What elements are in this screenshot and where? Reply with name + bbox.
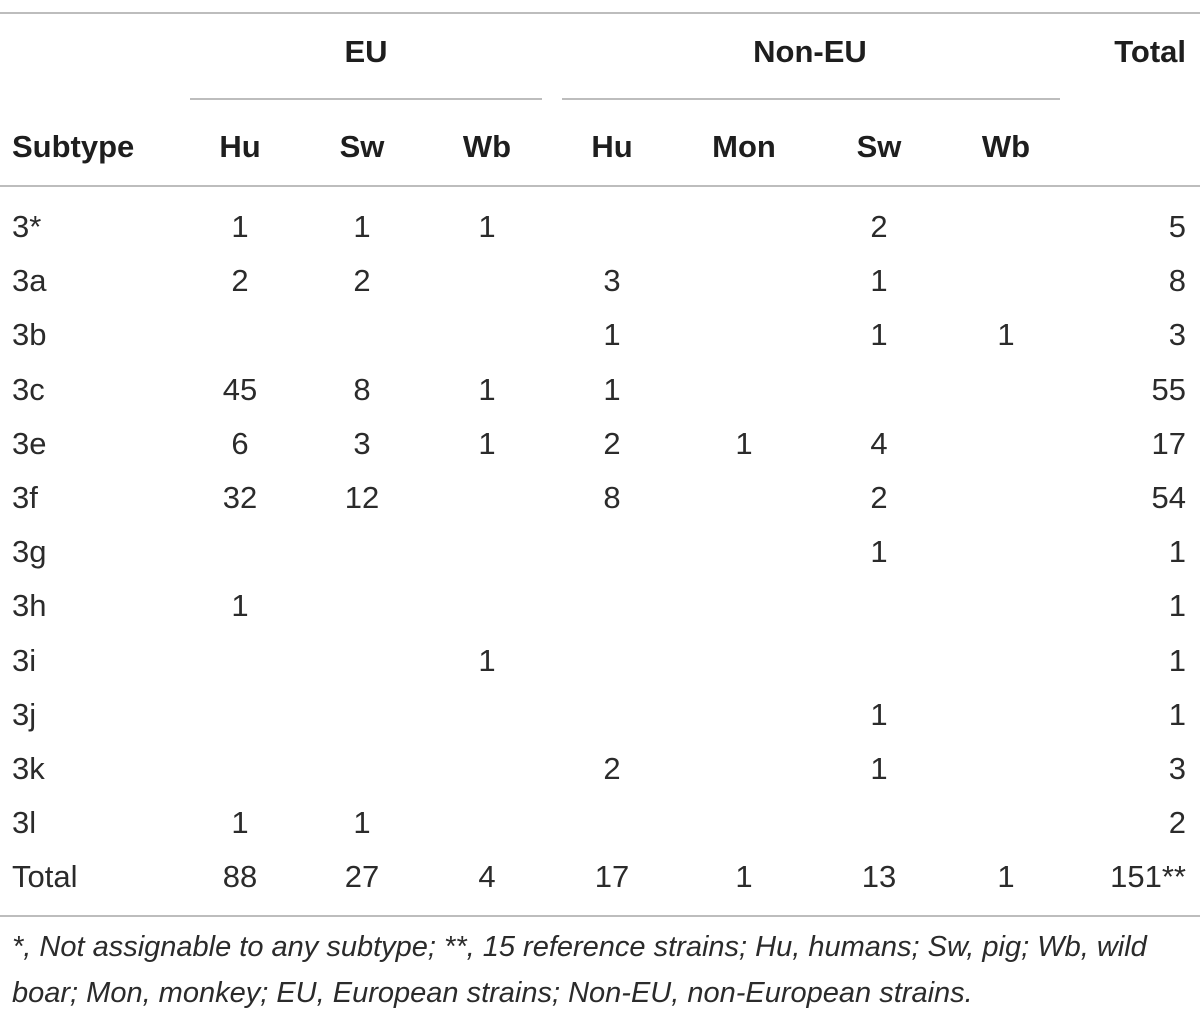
count-cell: 1 bbox=[870, 751, 888, 786]
column-header: Sw bbox=[856, 129, 902, 164]
count-cell: 1 bbox=[478, 643, 496, 678]
count-cell: 1 bbox=[478, 372, 496, 407]
subtype-cell: 3* bbox=[12, 209, 42, 244]
subtype-cell: 3a bbox=[12, 263, 47, 298]
eu-span-rule bbox=[190, 98, 542, 100]
count-cell: 1 bbox=[997, 859, 1015, 894]
subtype-cell: 3e bbox=[12, 426, 47, 461]
count-cell: 2 bbox=[603, 426, 621, 461]
row-total-cell: 55 bbox=[1151, 372, 1186, 407]
count-cell: 1 bbox=[870, 534, 888, 569]
count-cell: 2 bbox=[870, 480, 888, 515]
row-total-cell: 2 bbox=[1168, 805, 1186, 840]
count-cell: 1 bbox=[870, 317, 888, 352]
count-cell: 2 bbox=[870, 209, 888, 244]
count-cell: 8 bbox=[603, 480, 621, 515]
count-cell: 88 bbox=[222, 859, 258, 894]
count-cell: 1 bbox=[231, 209, 249, 244]
count-cell: 8 bbox=[353, 372, 371, 407]
table-footnote: *, Not assignable to any subtype; **, 15 reference strains; Hu, humans; Sw, pig; Wb, wild boar; Mon, monkey; EU, European strains; Non-EU, non-European strains. bbox=[12, 931, 1147, 1009]
subtype-cell: Total bbox=[12, 859, 78, 894]
bottom-rule bbox=[0, 915, 1200, 917]
row-total-cell: 1 bbox=[1168, 588, 1186, 623]
row-total-cell: 1 bbox=[1168, 534, 1186, 569]
column-header-subtype: Subtype bbox=[12, 129, 135, 164]
count-cell: 12 bbox=[344, 480, 380, 515]
row-total-cell: 1 bbox=[1168, 643, 1186, 678]
subtype-cell: 3j bbox=[12, 697, 37, 732]
column-header: Hu bbox=[591, 129, 633, 164]
subtype-cell: 3k bbox=[12, 751, 45, 786]
subtype-cell: 3b bbox=[12, 317, 47, 352]
count-cell: 1 bbox=[478, 209, 496, 244]
row-total-cell: 17 bbox=[1151, 426, 1186, 461]
count-cell: 13 bbox=[861, 859, 897, 894]
column-header: Wb bbox=[462, 129, 512, 164]
count-cell: 2 bbox=[231, 263, 249, 298]
column-header: Wb bbox=[981, 129, 1031, 164]
count-cell: 1 bbox=[353, 209, 371, 244]
count-cell: 1 bbox=[870, 697, 888, 732]
count-cell: 27 bbox=[344, 859, 380, 894]
count-cell: 3 bbox=[603, 263, 621, 298]
group-header-total: Total bbox=[1114, 34, 1186, 69]
count-cell: 45 bbox=[222, 372, 258, 407]
count-cell: 32 bbox=[222, 480, 258, 515]
top-rule bbox=[0, 12, 1200, 14]
count-cell: 1 bbox=[997, 317, 1015, 352]
count-cell: 17 bbox=[594, 859, 630, 894]
row-total-cell: 1 bbox=[1168, 697, 1186, 732]
count-cell: 1 bbox=[603, 317, 621, 352]
subtype-cell: 3h bbox=[12, 588, 47, 623]
row-total-cell: 5 bbox=[1168, 209, 1186, 244]
count-cell: 1 bbox=[735, 859, 753, 894]
count-cell: 1 bbox=[735, 426, 753, 461]
count-cell: 4 bbox=[870, 426, 888, 461]
count-cell: 6 bbox=[231, 426, 249, 461]
subtype-cell: 3c bbox=[12, 372, 45, 407]
subtype-cell: 3g bbox=[12, 534, 47, 569]
count-cell: 1 bbox=[231, 805, 249, 840]
count-cell: 1 bbox=[231, 588, 249, 623]
group-header-non-eu: Non-EU bbox=[753, 34, 867, 69]
count-cell: 2 bbox=[603, 751, 621, 786]
column-header: Mon bbox=[712, 129, 776, 164]
row-total-cell: 54 bbox=[1151, 480, 1186, 515]
row-total-cell: 8 bbox=[1168, 263, 1186, 298]
row-total-cell: 151** bbox=[1110, 859, 1186, 894]
header-rule bbox=[0, 185, 1200, 187]
count-cell: 3 bbox=[353, 426, 371, 461]
count-cell: 1 bbox=[870, 263, 888, 298]
count-cell: 1 bbox=[353, 805, 371, 840]
count-cell: 1 bbox=[478, 426, 496, 461]
count-cell: 2 bbox=[353, 263, 371, 298]
row-total-cell: 3 bbox=[1168, 317, 1186, 352]
subtype-cell: 3i bbox=[12, 643, 37, 678]
row-total-cell: 3 bbox=[1168, 751, 1186, 786]
column-header: Sw bbox=[339, 129, 385, 164]
count-cell: 1 bbox=[603, 372, 621, 407]
non-eu-span-rule bbox=[562, 98, 1060, 100]
subtype-cell: 3l bbox=[12, 805, 37, 840]
subtype-cell: 3f bbox=[12, 480, 38, 515]
count-cell: 4 bbox=[478, 859, 496, 894]
group-header-eu: EU bbox=[344, 34, 388, 69]
column-header: Hu bbox=[219, 129, 261, 164]
